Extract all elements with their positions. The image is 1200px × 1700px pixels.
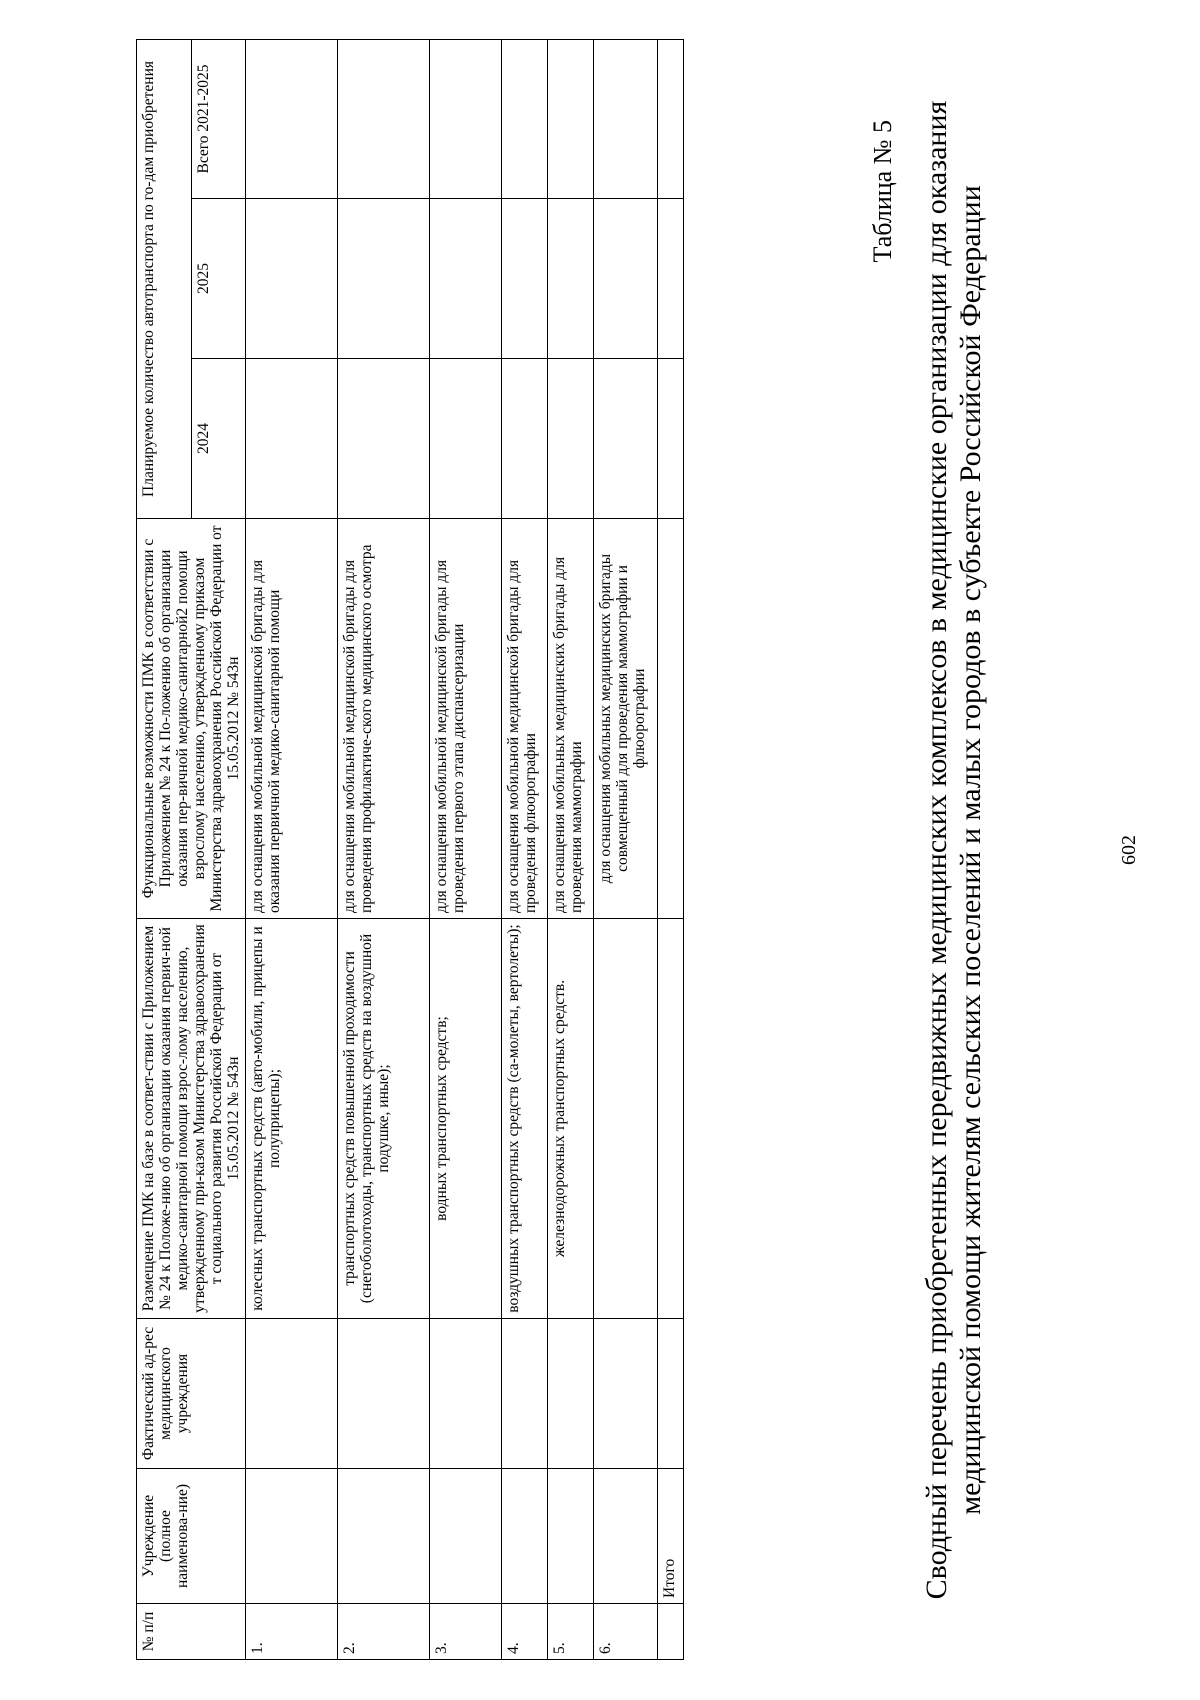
- row-address: [430, 1319, 502, 1469]
- header-2024: 2024: [191, 359, 246, 519]
- row-num: 4.: [502, 1604, 548, 1660]
- row-address: [338, 1319, 430, 1469]
- row-total: [338, 39, 430, 198]
- row-institution: [548, 1469, 594, 1604]
- row-institution: [246, 1469, 338, 1604]
- row-placement: [594, 919, 658, 1319]
- row-functional: для оснащения мобильной медицинской бригады для проведения флюорографии: [502, 519, 548, 919]
- header-address: Фактический ад-рес медицинского учреждения: [137, 1319, 246, 1469]
- table-row: [430, 39, 502, 1659]
- header-2025: 2025: [191, 199, 246, 359]
- table-label: Таблица № 5: [868, 120, 897, 263]
- row-total: [594, 39, 658, 198]
- table-header-row: [137, 39, 192, 1659]
- page-number: 602: [1118, 835, 1140, 865]
- row-2024: [502, 359, 548, 519]
- header-placement: Размещение ПМК на базе в соответ-ствии с Приложением № 24 к Положе-нию об организации оказания первич-ной медико-санитарной помощи взрос-лому населению, утвержденному при-казом Министерства здравоохранения т социального развития Российской Федерации от 15.05.2012 № 543н: [137, 919, 246, 1319]
- row-functional: для оснащения мобильной медицинской бригады для проведения первого этапа диспансеризации: [430, 519, 502, 919]
- row-institution: [594, 1469, 658, 1604]
- row-num: 3.: [430, 1604, 502, 1660]
- row-2024: [548, 359, 594, 519]
- total-label: Итого: [658, 1469, 684, 1604]
- row-2024: [430, 359, 502, 519]
- row-num: 6.: [594, 1604, 658, 1660]
- row-address: [548, 1319, 594, 1469]
- row-functional: для оснащения мобильных медицинских бригады для проведения маммографии: [548, 519, 594, 919]
- row-address: [246, 1319, 338, 1469]
- row-num: 2.: [338, 1604, 430, 1660]
- table-row: [594, 39, 658, 1659]
- row-institution: [338, 1469, 430, 1604]
- total-placement: [658, 919, 684, 1319]
- header-total: Всего 2021-2025: [191, 39, 246, 198]
- total-2024: [658, 359, 684, 519]
- row-institution: [502, 1469, 548, 1604]
- row-2025: [548, 199, 594, 359]
- total-all: [658, 39, 684, 198]
- row-functional: для оснащения мобильных медицинских бригады совмещенный для проведения маммографии и флюорографии: [594, 519, 658, 919]
- row-2025: [338, 199, 430, 359]
- row-total: [430, 39, 502, 198]
- row-num: 1.: [246, 1604, 338, 1660]
- table-row: [548, 39, 594, 1659]
- row-total: [246, 39, 338, 198]
- row-placement: колесных транспортных средств (авто-мобили, прицепы и полуприцепы);: [246, 919, 338, 1319]
- row-placement: железнодорожных транспортных средств.: [548, 919, 594, 1319]
- row-total: [502, 39, 548, 198]
- row-2025: [430, 199, 502, 359]
- row-2025: [246, 199, 338, 359]
- row-2025: [502, 199, 548, 359]
- total-address: [658, 1319, 684, 1469]
- row-institution: [430, 1469, 502, 1604]
- row-functional: для оснащения мобильной медицинской бригады для проведения профилактиче-ского медицинского осмотра: [338, 519, 430, 919]
- row-placement: транспортных средств повышенной проходимости (снегоболотоходы, транспортных средств на воздушной подушке, иные);: [338, 919, 430, 1319]
- row-placement: воздушных транспортных средств (са-молеты, вертолеты);: [502, 919, 548, 1319]
- total-num: [658, 1604, 684, 1660]
- row-num: 5.: [548, 1604, 594, 1660]
- summary-table: [136, 39, 684, 1660]
- table-row: [246, 39, 338, 1659]
- document-title: Сводный перечень приобретенных передвижных медицинских комплексов в медицинские организации для оказания медицинской помощи жителям сельских поселений и малых городов в субъекте Российской Федерации: [920, 100, 987, 1600]
- total-2025: [658, 199, 684, 359]
- table-total-row: [658, 39, 684, 1659]
- row-2024: [338, 359, 430, 519]
- row-2024: [594, 359, 658, 519]
- header-num: № п/п: [137, 1604, 246, 1660]
- table-row: [502, 39, 548, 1659]
- total-functional: [658, 519, 684, 919]
- header-institution: Учреждение (полное наименова-ние): [137, 1469, 246, 1604]
- row-functional: для оснащения мобильной медицинской бригады для оказания первичной медико-санитарной помощи: [246, 519, 338, 919]
- table-row: [338, 39, 430, 1659]
- row-total: [548, 39, 594, 198]
- row-address: [502, 1319, 548, 1469]
- row-placement: водных транспортных средств;: [430, 919, 502, 1319]
- header-functional: Функциональные возможности ПМК в соответствии с Приложением № 24 к По-ложению об организации оказания пер-вичной медико-санитарной2 помощи взрослому населению, утвержденному приказом Министерства здравоохранения Российской Федерации от 15.05.2012 № 543н: [137, 519, 246, 919]
- row-2024: [246, 359, 338, 519]
- header-planned: Планируемое количество автотранспорта по го-дам приобретения: [137, 39, 192, 518]
- row-address: [594, 1319, 658, 1469]
- row-2025: [594, 199, 658, 359]
